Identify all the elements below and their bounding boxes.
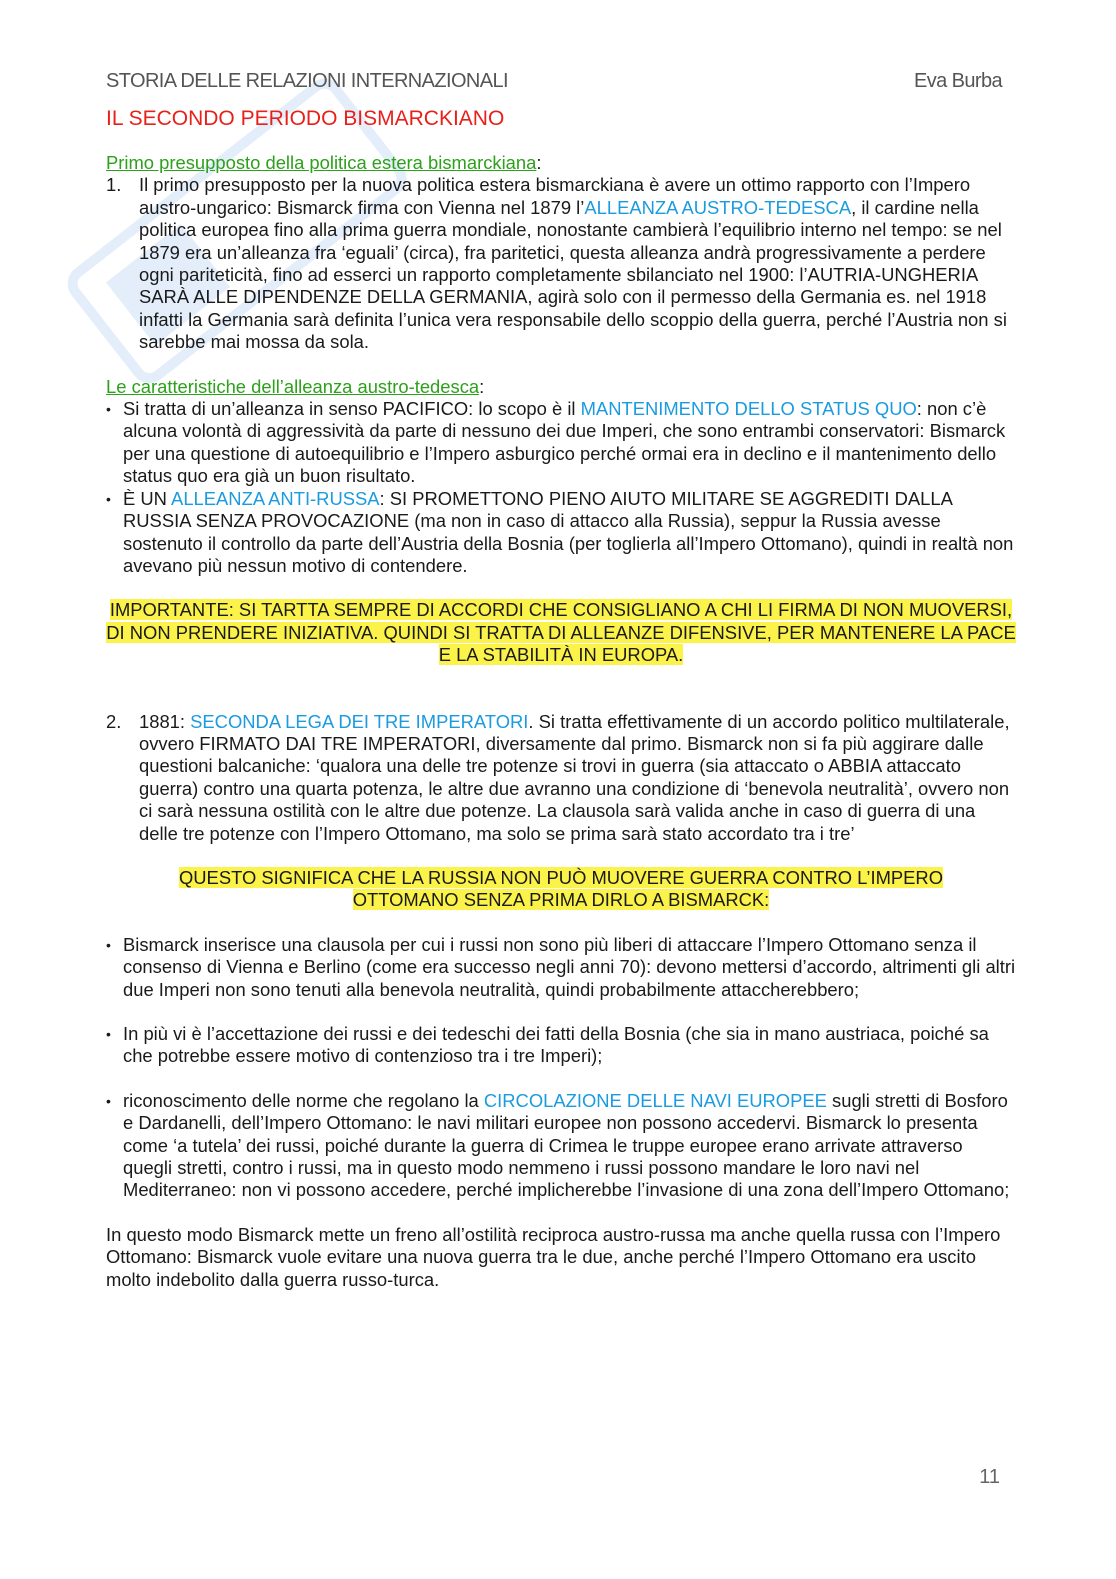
bullet-text-part: : non c’è alcuna volontà di aggressività da parte di nessuno dei due Imperi, che sono entrambi conservatori: Bismarck per una questione di autoequilibrio e l’Impero asburgico perché ormai era in declino e il mantenimento dello status quo era già un buon risultato. bbox=[123, 398, 1006, 487]
bullet-item bbox=[106, 398, 1016, 488]
numbered-item-1 bbox=[106, 174, 1016, 353]
bullet-text-part: sugli stretti di Bosforo e Dardanelli, dell’Impero Ottomano: le navi militari europee non possono accedervi. Bismarck lo presenta come ‘a tutela’ dei russi, poiché durante la guerra di Crimea le truppe europee erano arrivate attraverso quegli stretti, contro i russi, ma in questo modo nemmeno i russi possono mandare le loro navi nel Mediterraneo: non vi possono accedere, perché implicherebbe l’invasione di una zona dell’Impero Ottomano; bbox=[123, 1089, 1010, 1201]
key-term: SECONDA LEGA DEI TRE IMPERATORI bbox=[190, 710, 529, 732]
item-text bbox=[139, 711, 1016, 845]
bullet-text: In più vi è l’accettazione dei russi e dei tedeschi dei fatti della Bosnia (che sia in mano austriaca, poiché sa che potrebbe essere motivo di contenzioso tra i tre Imperi); bbox=[123, 1023, 989, 1067]
item-text-part: , il cardine nella politica europea fino alla prima guerra mondiale, nonostante cambierà l’equilibrio interno nel tempo: se nel 1879 era un’alleanza fra ‘eguali’ (circa), fra paritetici, questa alleanza andrà progressivamente a perdere ogni pariteticità, fino ad esserci un rapporto completamente sbilanciato nel 1900: l’AUTRIA-UNGHERIA SARÀ ALLE DIPENDENZE DELLA GERMANIA, agirà solo con il permesso della Germania es. nel 1918 infatti la Germania sarà definita l’unica vera responsabile dello scoppio della guerra, perché l’Austria non si sarebbe mai mossa da sola. bbox=[139, 196, 1007, 353]
item-number: 2. bbox=[106, 710, 122, 732]
item-text-part: . Si tratta effettivamente di un accordo politico multilaterale, ovvero FIRMATO DAI TRE IMPERATORI, diversamente dal primo. Bismarck non si fa più aggirare dalle questioni balcaniche: ‘qualora una delle tre potenze si trovi in guerra (sia attaccato o ABBIA attaccato guerra) contro una quarta potenza, le altre due avranno una condizione di ‘benevola neutralità’, ovvero non ci sarà nessuna ostilità con le altre due potenze. La clausola sarà valida anche in caso di guerra di una delle tre potenze con l’Impero Ottomano, ma solo se prima sarà stato accordato tra i tre’ bbox=[139, 710, 1010, 844]
item-text-part: 1881: bbox=[139, 710, 191, 732]
bullet-text-part: Si tratta di un’alleanza in senso PACIFICO: lo scopo è il bbox=[123, 398, 581, 420]
important-note-2-text: QUESTO SIGNIFICA CHE LA RUSSIA NON PUÒ MUOVERE GUERRA CONTRO L’IMPERO OTTOMANO SENZA PRIMA DIRLO A BISMARCK: bbox=[178, 866, 944, 911]
key-term: ALLEANZA ANTI-RUSSA bbox=[171, 487, 380, 509]
section-heading-2 bbox=[106, 376, 1016, 398]
bullet-icon: • bbox=[106, 1092, 111, 1109]
item-text bbox=[139, 174, 1016, 353]
page-title: IL SECONDO PERIODO BISMARCKIANO bbox=[106, 107, 505, 130]
key-term: CIRCOLAZIONE DELLE NAVI EUROPEE bbox=[483, 1089, 827, 1111]
bullet-text bbox=[123, 488, 1016, 578]
bullet-item bbox=[106, 934, 1016, 1001]
bullet-item bbox=[106, 1023, 1016, 1068]
bullet-text bbox=[123, 1090, 1016, 1202]
important-note-2 bbox=[106, 867, 1016, 912]
item-text-part: Il primo presupposto per la nuova politica estera bismarckiana è avere un ottimo rapporto con l’Impero austro-ungarico: Bismarck firma con Vienna nel 1879 l’ bbox=[139, 174, 971, 218]
important-note bbox=[106, 599, 1016, 666]
header-author: Eva Burba bbox=[914, 70, 1002, 92]
bullet-icon: • bbox=[106, 401, 111, 418]
page-number: 11 bbox=[979, 1466, 1000, 1488]
bullet-text: Bismarck inserisce una clausola per cui i russi non sono più liberi di attaccare l’Impero Ottomano senza il consenso di Vienna e Berlino (come era successo negli anni 70): devono mettersi d’accordo, altrimenti gli altri due Imperi non sono tenuti alla benevola neutralità, quindi probabilmente attaccherebbero; bbox=[123, 933, 1016, 1000]
section-heading-1-text: Primo presupposto della politica estera bismarckiana bbox=[106, 152, 537, 173]
bullet-text-part: : SI PROMETTONO PIENO AIUTO MILITARE SE AGGREDITI DALLA RUSSIA SENZA PROVOCAZIONE (ma non in caso di attacco alla Russia), seppur la Russia avesse sostenuto il controllo da parte dell’Austria della Bosnia (per toglierla all’Impero Ottomano), quindi in realtà non avevano più nessun motivo di contendere. bbox=[123, 487, 1014, 576]
item-number: 1. bbox=[106, 174, 122, 196]
numbered-item-2 bbox=[106, 711, 1016, 845]
section-heading-2-text: Le caratteristiche dell’alleanza austro-tedesca bbox=[106, 375, 480, 397]
bullet-icon: • bbox=[106, 490, 111, 507]
bullet-text-part: riconoscimento delle norme che regolano la bbox=[123, 1089, 484, 1111]
bullet-icon: • bbox=[106, 936, 111, 953]
section-heading-2-colon: : bbox=[479, 375, 485, 397]
section-heading-1 bbox=[106, 152, 1016, 174]
bullet-text bbox=[123, 398, 1016, 488]
important-note-text: IMPORTANTE: SI TARTTA SEMPRE DI ACCORDI CHE CONSIGLIANO A CHI LI FIRMA DI NON MUOVERSI, DI NON PRENDERE INIZIATIVA. QUINDI SI TRATTA DI ALLEANZE DIFENSIVE, PER MANTENERE LA PACE E LA STABILITÀ IN EUROPA. bbox=[106, 599, 1016, 666]
bullet-item bbox=[106, 1090, 1016, 1202]
document-body bbox=[106, 152, 1016, 1291]
header-course: STORIA DELLE RELAZIONI INTERNAZIONALI bbox=[106, 70, 508, 92]
bullet-item bbox=[106, 488, 1016, 578]
key-term: MANTENIMENTO DELLO STATUS QUO bbox=[580, 398, 917, 420]
section-heading-1-colon: : bbox=[536, 152, 542, 173]
key-term: ALLEANZA AUSTRO-TEDESCA bbox=[584, 196, 852, 218]
conclusion-paragraph: In questo modo Bismarck mette un freno all’ostilità reciproca austro-russa ma anche quella russa con l’Impero Ottomano: Bismarck vuole evitare una nuova guerra tra le due, anche perché l’Impero Ottomano era uscito molto indebolito dalla guerra russo-turca. bbox=[106, 1223, 1001, 1290]
bullet-text-part: È UN bbox=[123, 487, 172, 509]
bullet-icon: • bbox=[106, 1026, 111, 1042]
